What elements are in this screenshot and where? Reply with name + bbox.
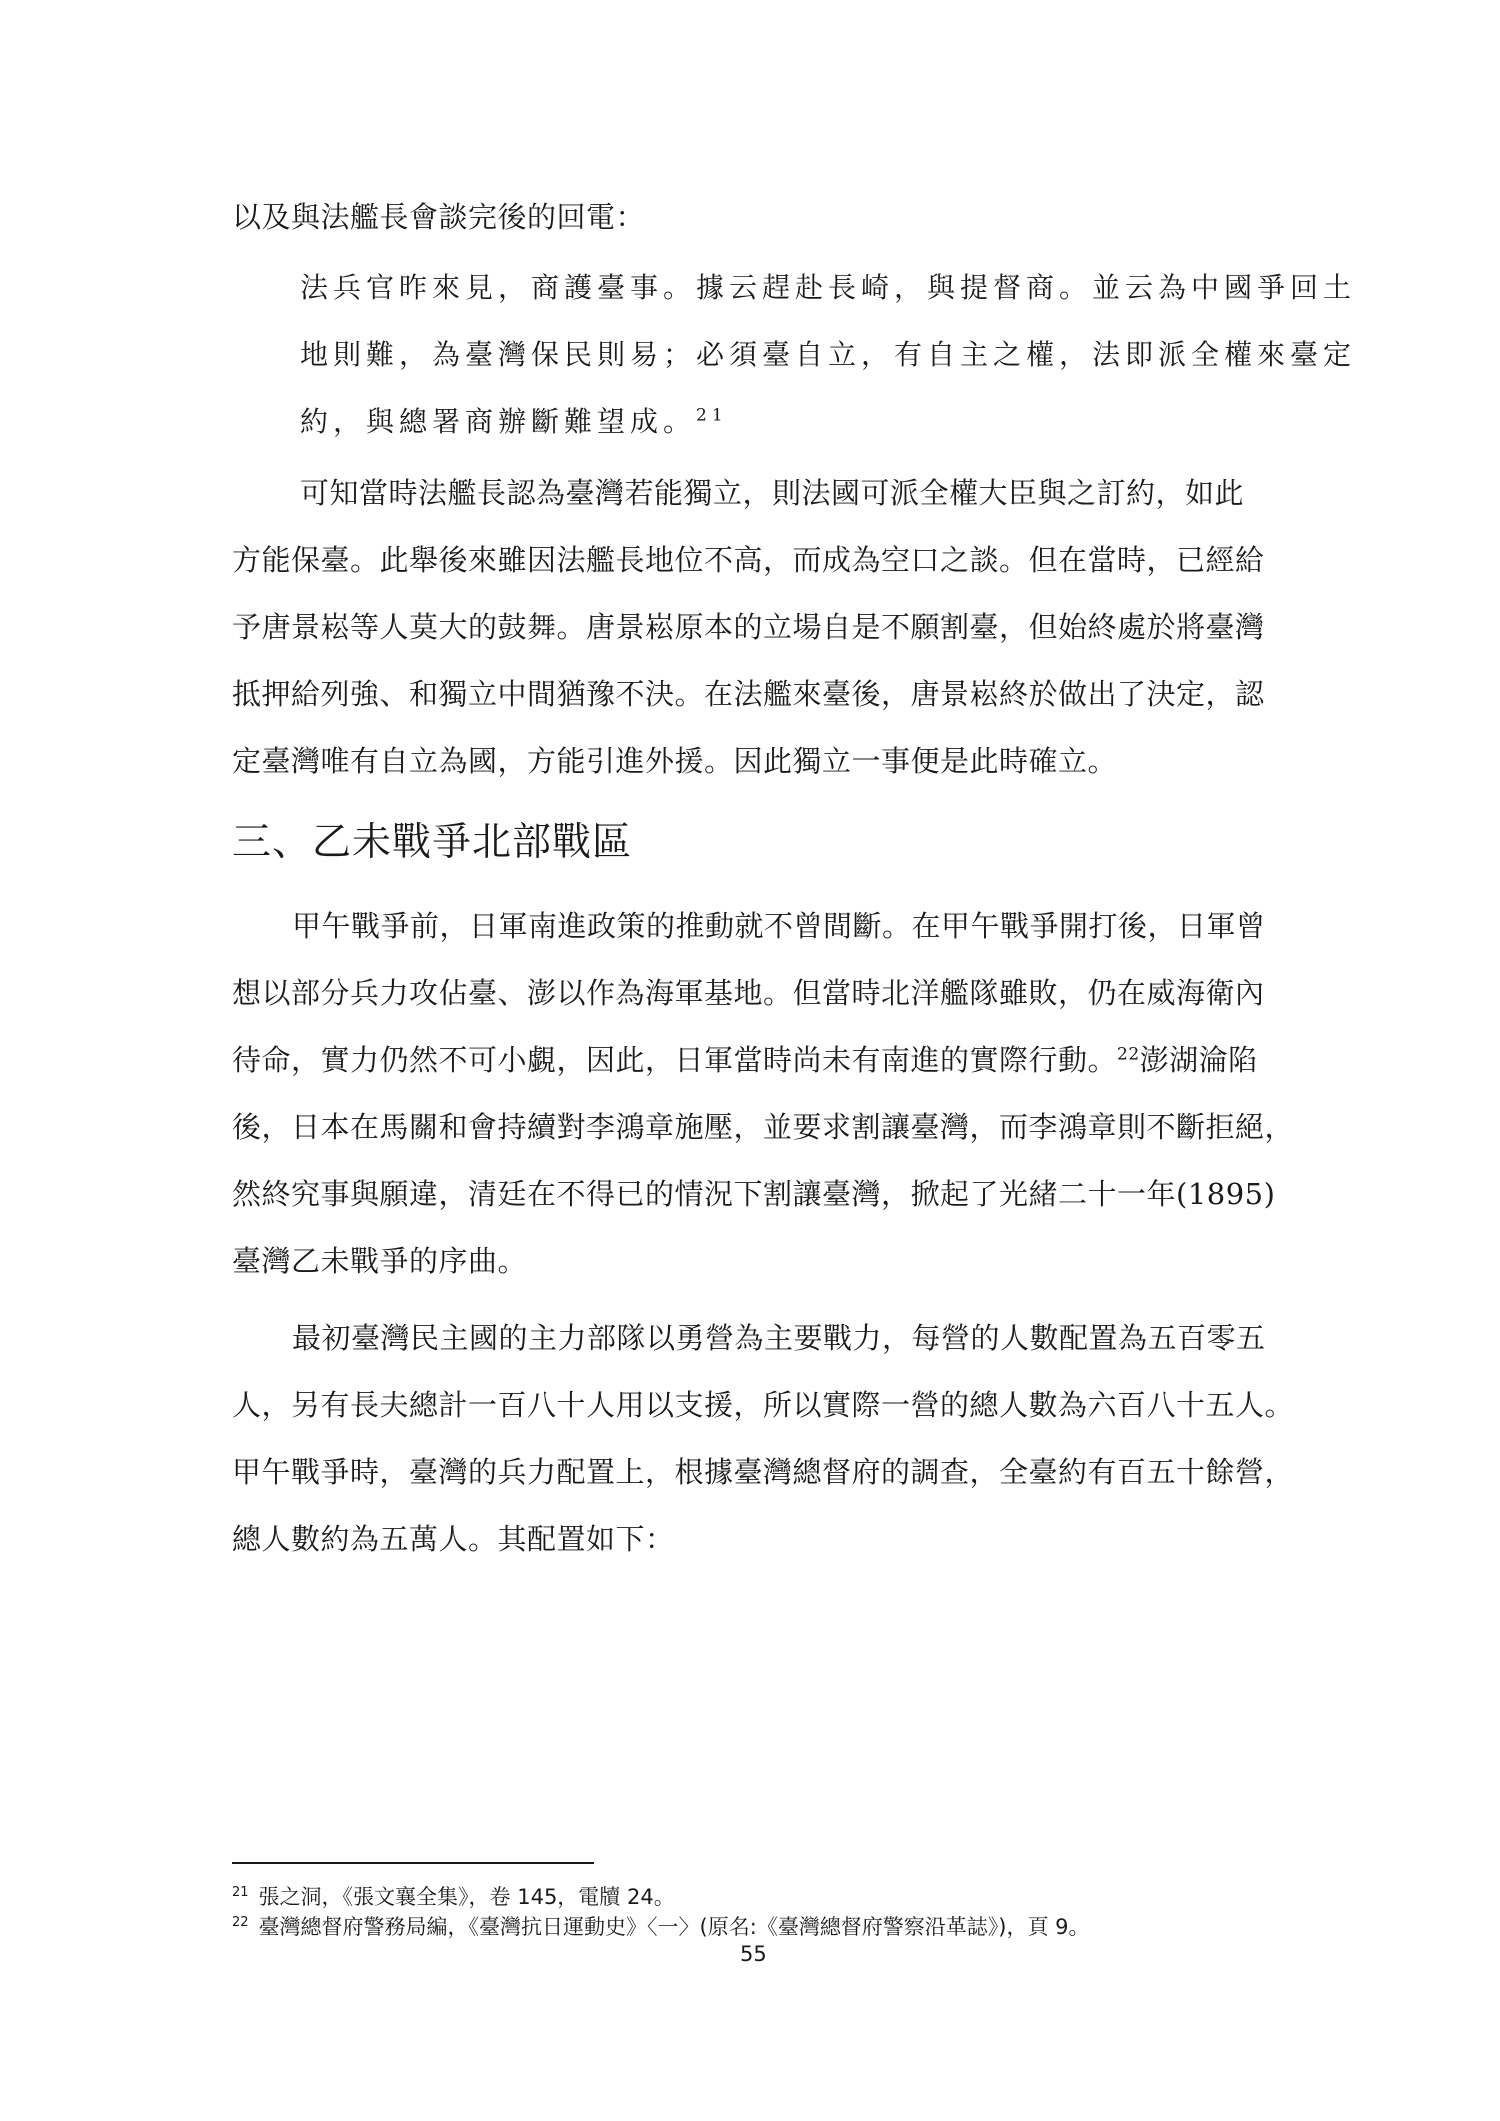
paragraph-line: 想以部分兵力攻佔臺、澎以作為海軍基地。但當時北洋艦隊雖敗，仍在威海衛內 — [232, 976, 1265, 1010]
paragraph-line: 後，日本在馬關和會持續對李鴻章施壓，並要求割讓臺灣，而李鴻章則不斷拒絕， — [232, 1110, 1295, 1144]
paragraph-text: 澎湖淪陷 — [1139, 1043, 1258, 1077]
page-number: 55 — [740, 1942, 767, 1966]
footnote-ref-22: 22 — [1117, 1044, 1140, 1065]
paragraph-line: 最初臺灣民主國的主力部隊以勇營為主要戰力，每營的人數配置為五百零五 — [292, 1321, 1266, 1355]
section-heading: 三、乙未戰爭北部戰區 — [232, 820, 633, 865]
footnote-22 — [232, 1912, 1090, 1942]
quote-line: 法兵官昨來見，商護臺事。據云趕赴長崎，與提督商。並云為中國爭回土 — [300, 271, 1357, 304]
footnote-ref-21: 21 — [696, 405, 728, 426]
footnote-text: 張之洞，《張文襄全集》，卷 145，電牘 24。 — [258, 1885, 675, 1909]
paragraph-line — [232, 1040, 1258, 1080]
paragraph-line: 予唐景崧等人莫大的鼓舞。唐景崧原本的立場自是不願割臺，但始終處於將臺灣 — [232, 610, 1265, 644]
paragraph-line: 總人數約為五萬人。其配置如下： — [232, 1522, 675, 1556]
footnote-text: 臺灣總督府警務局編，《臺灣抗日運動史》〈一〉(原名:《臺灣總督府警察沿革誌》)，頁 9。 — [258, 1915, 1090, 1939]
quote-line: 地則難，為臺灣保民則易；必須臺自立，有自主之權，法即派全權來臺定 — [300, 338, 1357, 371]
intro-line: 以及與法艦長會談完後的回電： — [232, 200, 646, 234]
paragraph-line: 臺灣乙未戰爭的序曲。 — [232, 1244, 528, 1278]
quote-text: 約，與總署商辦斷難望成。 — [300, 405, 697, 438]
paragraph-line: 可知當時法艦長認為臺灣若能獨立，則法國可派全權大臣與之訂約，如此 — [300, 476, 1245, 510]
footnote-rule — [232, 1862, 594, 1864]
paragraph-line: 甲午戰爭時，臺灣的兵力配置上，根據臺灣總督府的調查，全臺約有百五十餘營， — [232, 1455, 1295, 1489]
paragraph-text: 待命，實力仍然不可小覷，因此，日軍當時尚未有南進的實際行動。 — [232, 1043, 1118, 1077]
footnote-number: 21 — [232, 1885, 249, 1900]
paragraph-line: 抵押給列強、和獨立中間猶豫不決。在法艦來臺後，唐景崧終於做出了決定，認 — [232, 677, 1265, 711]
paragraph-line: 方能保臺。此舉後來雖因法艦長地位不高，而成為空口之談。但在當時，已經給 — [232, 543, 1265, 577]
footnote-number: 22 — [232, 1915, 249, 1930]
paragraph-line: 人，另有長夫總計一百八十人用以支援，所以實際一營的總人數為六百八十五人。 — [232, 1388, 1295, 1422]
paragraph-line: 然終究事與願違，清廷在不得已的情況下割讓臺灣，掀起了光緒二十一年(1895) — [232, 1177, 1276, 1211]
paragraph-line: 定臺灣唯有自立為國，方能引進外援。因此獨立一事便是此時確立。 — [232, 744, 1118, 778]
quote-line — [300, 402, 728, 442]
footnote-21 — [232, 1882, 675, 1912]
paragraph-line: 甲午戰爭前，日軍南進政策的推動就不曾間斷。在甲午戰爭開打後，日軍曾 — [292, 909, 1266, 943]
